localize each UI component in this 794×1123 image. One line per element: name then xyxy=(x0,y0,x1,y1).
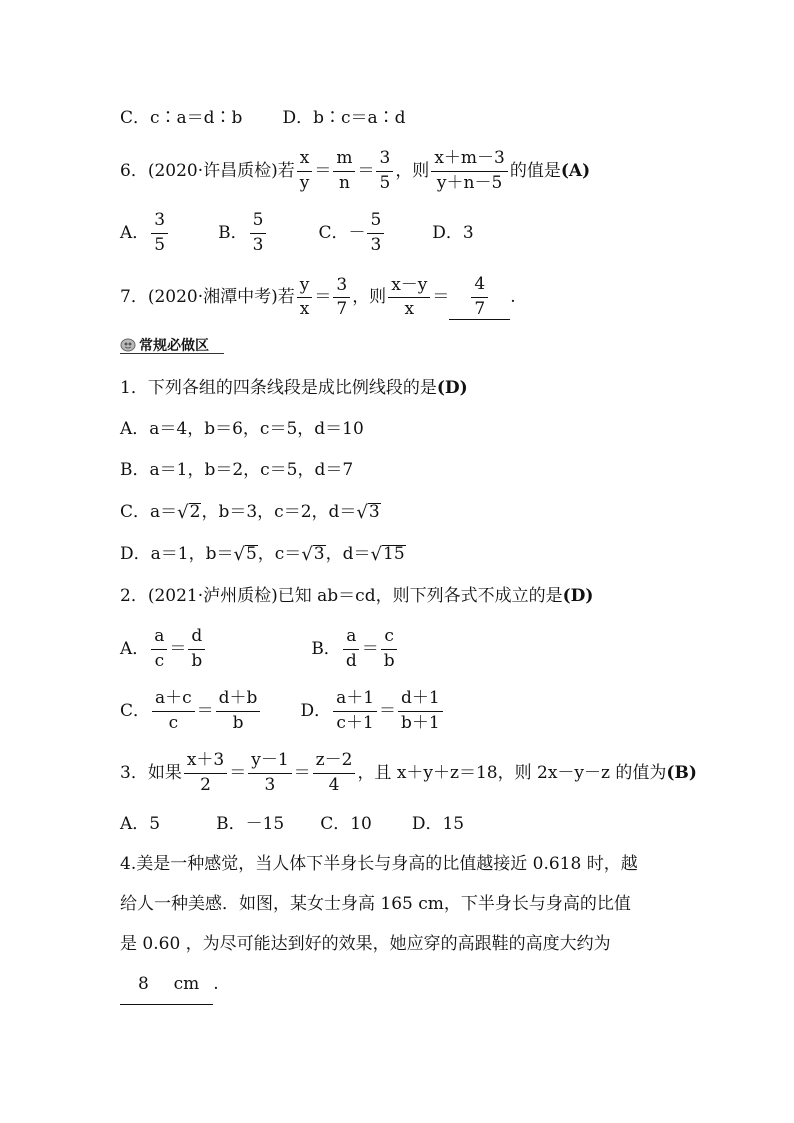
p2-stem-text: 2．(2021·泸州质检)已知 ab＝cd，则下列各式不成立的是 xyxy=(120,586,563,606)
q6-option-a-label: A． xyxy=(120,222,150,243)
equals-sign: ＝ xyxy=(357,160,375,181)
question-6-options xyxy=(120,212,474,255)
q6-fraction-3-5: $\frac{3}{5}$ xyxy=(376,150,393,193)
q6-option-d: D．3 xyxy=(432,222,474,243)
q6-option-b-label: B． xyxy=(218,222,248,243)
prev-options-row xyxy=(120,110,406,127)
sqrt-3: √ 3 xyxy=(356,501,380,523)
p1-option-b-text: B．a＝1，b＝2，c＝5，d＝7 xyxy=(120,460,354,480)
p4-unit: cm xyxy=(173,974,200,994)
p1-answer: (D) xyxy=(436,378,468,398)
p3-option-d: D．15 xyxy=(411,814,465,834)
p2-option-b-label: B． xyxy=(311,638,341,659)
prev-option-d: D．b∶c＝a∶d xyxy=(282,108,406,128)
p3-fraction-1: $\frac{x+3}{2}$ xyxy=(184,752,227,795)
p3-answer: (B) xyxy=(666,762,697,783)
p2-option-d-label: D． xyxy=(300,700,332,721)
p3-option-c: C．10 xyxy=(320,814,372,834)
q6-mid-text: ，则 xyxy=(395,160,430,181)
sqrt-15: √ 15 xyxy=(370,543,405,565)
sqrt-3: √ 3 xyxy=(301,543,325,565)
p2-options-row-1 xyxy=(120,628,400,671)
p1-option-d-mid-1: ，c＝ xyxy=(257,543,302,564)
p1-option-d xyxy=(120,545,406,564)
p3-options xyxy=(120,816,464,833)
p1-option-c xyxy=(120,503,381,522)
p2-answer: (D) xyxy=(562,586,594,606)
q7-prefix: 7．(2020·湘潭中考)若 xyxy=(120,287,295,308)
p4-line-3: 是 0.60 ，为尽可能达到好的效果，她应穿的高跟鞋的高度大约为 xyxy=(120,934,611,954)
p1-option-c-mid: ，b＝3，c＝2，d＝ xyxy=(201,501,357,522)
equals-sign: ＝ xyxy=(293,762,311,783)
p1-option-b xyxy=(120,462,353,479)
q6-answer: (A) xyxy=(560,160,591,181)
p3-fraction-2: $\frac{y-1}{3}$ xyxy=(248,752,291,795)
section-header xyxy=(120,335,209,355)
q6-option-a-value: $\frac{3}{5}$ xyxy=(151,212,168,255)
q7-fraction-expression: $\frac{x-y}{x}$ xyxy=(388,277,430,320)
p2-b-left: $\frac{a}{d}$ xyxy=(343,628,360,671)
equals-sign: ＝ xyxy=(229,762,247,783)
problem-1-stem xyxy=(120,380,468,397)
problem-4 xyxy=(120,844,680,1005)
q7-fraction-y-x: $\frac{y}{x}$ xyxy=(297,277,313,320)
p2-a-right: $\frac{d}{b}$ xyxy=(188,628,205,671)
p4-answer-line xyxy=(120,964,680,1005)
p2-options-row-2 xyxy=(120,690,445,733)
section-underline xyxy=(120,353,224,354)
p1-option-d-mid-2: ，d＝ xyxy=(325,543,371,564)
q6-fraction-x-y: $\frac{x}{y}$ xyxy=(297,150,313,193)
q7-end: . xyxy=(510,287,516,308)
p1-stem-text: 1．下列各组的四条线段是成比例线段的是 xyxy=(120,378,437,398)
p3-option-a: A．5 xyxy=(120,814,161,834)
p2-d-left: $\frac{a+1}{c+1}$ xyxy=(333,690,377,733)
p3-prefix: 3．如果 xyxy=(120,762,182,783)
equals-sign: ＝ xyxy=(196,700,214,721)
p2-b-right: $\frac{c}{b}$ xyxy=(381,628,398,671)
p2-a-left: $\frac{a}{c}$ xyxy=(151,628,167,671)
p2-option-c-label: C． xyxy=(120,700,151,721)
prev-option-c: C．c∶a＝d∶b xyxy=(120,108,243,128)
p4-end: . xyxy=(213,974,219,994)
section-title: 常规必做区 xyxy=(139,338,209,354)
equals-sign: ＝ xyxy=(314,287,332,308)
q6-suffix: 的值是 xyxy=(509,160,561,181)
q6-option-b-value: $\frac{5}{3}$ xyxy=(250,212,267,255)
equals-sign: ＝ xyxy=(379,700,397,721)
p3-fraction-3: $\frac{z-2}{4}$ xyxy=(313,752,356,795)
section-emblem-icon xyxy=(120,338,136,352)
p1-option-a-text: A．a＝4，b＝6，c＝5，d＝10 xyxy=(120,419,364,439)
question-6-stem xyxy=(120,150,590,193)
p2-c-left: $\frac{a+c}{c}$ xyxy=(152,690,195,733)
p4-line-1: 4.美是一种感觉，当人体下半身长与身高的比值越接近 0.618 时，越 xyxy=(120,854,638,874)
equals-sign: ＝ xyxy=(314,160,332,181)
sqrt-2: √ 2 xyxy=(177,501,201,523)
p1-option-d-prefix: D．a＝1，b＝ xyxy=(120,543,234,564)
question-7-stem xyxy=(120,276,516,320)
p4-answer: 8 xyxy=(138,974,149,994)
q7-mid-text: ，则 xyxy=(352,287,387,308)
equals-sign: ＝ xyxy=(432,287,450,308)
q6-prefix: 6．(2020·许昌质检)若 xyxy=(120,160,295,181)
p2-d-right: $\frac{d+1}{b+1}$ xyxy=(398,690,443,733)
q6-option-c-value: $\frac{5}{3}$ xyxy=(367,212,384,255)
q6-option-c-label: C．－ xyxy=(318,222,366,243)
p4-answer-blank xyxy=(120,964,213,1005)
problem-3-stem xyxy=(120,752,697,795)
p3-option-b: B．－15 xyxy=(216,814,285,834)
p2-option-a-label: A． xyxy=(120,638,150,659)
problem-2-stem xyxy=(120,588,593,605)
q6-fraction-expression: $\frac{x+m-3}{y+n-5}$ xyxy=(431,150,508,193)
q7-answer: $\frac{4}{7}$ xyxy=(471,276,488,319)
equals-sign: ＝ xyxy=(169,638,187,659)
equals-sign: ＝ xyxy=(361,638,379,659)
p1-option-c-prefix: C．a＝ xyxy=(120,501,178,522)
q6-fraction-m-n: $\frac{m}{n}$ xyxy=(333,150,355,193)
p1-option-a xyxy=(120,421,364,438)
q7-fraction-3-7: $\frac{3}{7}$ xyxy=(333,277,350,320)
p3-suffix: ，且 x＋y＋z＝18，则 2x－y－z 的值为 xyxy=(357,762,667,783)
p2-c-right: $\frac{d+b}{b}$ xyxy=(216,690,261,733)
sqrt-5: √ 5 xyxy=(233,543,257,565)
p4-line-2: 给人一种美感．如图，某女士身高 165 cm，下半身长与身高的比值 xyxy=(120,894,631,914)
q7-answer-blank xyxy=(449,276,510,320)
